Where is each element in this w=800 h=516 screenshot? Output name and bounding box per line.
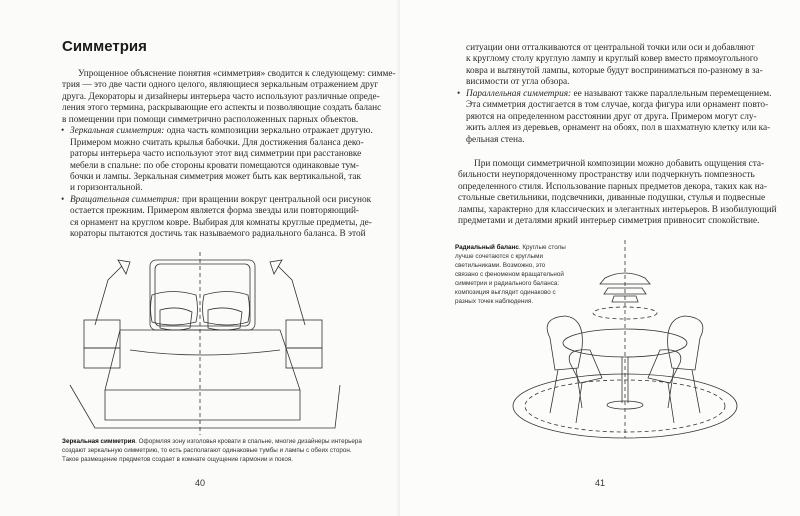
text-line: висимости от угла обзора.	[466, 77, 570, 88]
text-line: бочки и лампы. Зеркальная симметрия может быть как вертикальной, так	[70, 171, 362, 182]
bullet-mirror	[62, 126, 373, 137]
bed-illustration	[0, 250, 400, 440]
text-line: мебели в спальне: по обе стороны кровати помещаются одинаковые тум-	[70, 160, 360, 171]
left-body-text	[62, 69, 396, 241]
text-line: При помощи симметричной композиции можно добавить ощущения ста-	[474, 159, 765, 169]
text-line: бильности неупорядоченному пространству или подчеркнуть помпезность	[458, 170, 755, 181]
right-page	[400, 0, 800, 516]
bullet-parallel	[458, 88, 772, 100]
caption-text: . Оформляя зону изголовья кровати в спальне, многие дизайнеры интерьера создают зеркальную симметрию, то есть располагают одинаковые тумбы и лампы с обеих сторон. Такое размещение предметов создает в комнате ощущение гармонии и покоя.	[62, 438, 362, 463]
right-paragraph	[458, 159, 777, 228]
caption-title: Зеркальная симметрия	[62, 438, 136, 445]
term-parallel: Параллельная симметрия:	[466, 88, 572, 99]
text-line: стольные светильники, подсвечники, диванные подушки, стулья и подвесные	[458, 193, 766, 204]
text-line: ковра и вытянутой лампы, которые будут восприниматься по-разному в за-	[466, 65, 763, 76]
text-line: определенного стиля. Использование парных предметов декора, таких как на-	[458, 181, 767, 192]
text-line: друга. Декораторы и дизайнеры интерьера часто используют различные опреде-	[62, 91, 380, 102]
text-line: лампы, характерно для классических и элегантных интерьеров. В изобилующий	[458, 204, 777, 215]
term-rotational: Вращательная симметрия:	[70, 194, 180, 205]
text-line: одна часть композиции зеркально отражает другую.	[166, 126, 373, 137]
text-line: в помещении при помощи симметрично расположенных парных объектов.	[62, 114, 359, 125]
text-line: кораторы пытаются достичь так называемого радиального баланса. В этой	[70, 229, 366, 240]
text-line: и горизонтальной.	[70, 183, 143, 194]
caption-title: Радиальный баланс	[455, 244, 519, 251]
text-line: ряются на определенном расстоянии друг от друга. Примером могут слу-	[466, 111, 757, 122]
text-line: к круглому столу круглую лампу и круглый ковер вместо прямоугольного	[466, 54, 758, 65]
text-line: ее называют также параллельным перемещением.	[573, 88, 772, 99]
bullet-rotational	[62, 194, 372, 206]
text-line: трия — это две части одного целого, являющиеся зеркальным отражением друг	[62, 80, 379, 91]
text-line: ся орнамент на круглом ковре. Выбирая для комнаты круглые предметы, де-	[70, 217, 372, 228]
round-table-illustration	[510, 238, 790, 448]
caption-text: . Круглые столы лучше сочетаются с круглыми светильниками. Возможно, это связано с феноменом вращательной симметрии и радиального баланса: композиция выглядит одинаково с разных точек наблюдения.	[455, 244, 566, 305]
text-line: фельная стена.	[466, 134, 525, 145]
page-title: Симметрия	[62, 38, 147, 55]
text-line: жить аллея из деревьев, орнамент на обоях, пол в шахматную клетку или ка-	[466, 123, 771, 134]
figure-caption	[62, 437, 362, 464]
text-line: ситуации они отталкиваются от центральной точки или оси и добавляют	[466, 43, 755, 53]
text-line: Эта симметрия достигается в том случае, когда фигура или орнамент повто-	[466, 100, 769, 111]
text-line: Упрощенное объяснение понятия «симметрия» сводится к следующему: симме-	[78, 69, 396, 79]
term-mirror: Зеркальная симметрия:	[70, 126, 165, 137]
page-number: 40	[195, 478, 206, 488]
text-line: предметами и деталями яркий интерьер симметрия привносит спокойствие.	[458, 216, 760, 227]
text-line: при вращении вокруг центральной оси рисунок	[182, 194, 372, 205]
text-line: остается прежним. Примером является форма звезды или повторяющий-	[70, 206, 360, 217]
text-line: ления этого термина, раскрывающие его аспекты и позволяющие создать баланс	[62, 103, 382, 114]
text-line: Примером можно считать крылья бабочки. Для достижения баланса деко-	[70, 137, 364, 148]
page-number: 41	[595, 478, 606, 488]
right-body-text	[458, 43, 772, 146]
text-line: раторы интерьера часто используют этот вид симметрии при расстановке	[70, 149, 362, 160]
